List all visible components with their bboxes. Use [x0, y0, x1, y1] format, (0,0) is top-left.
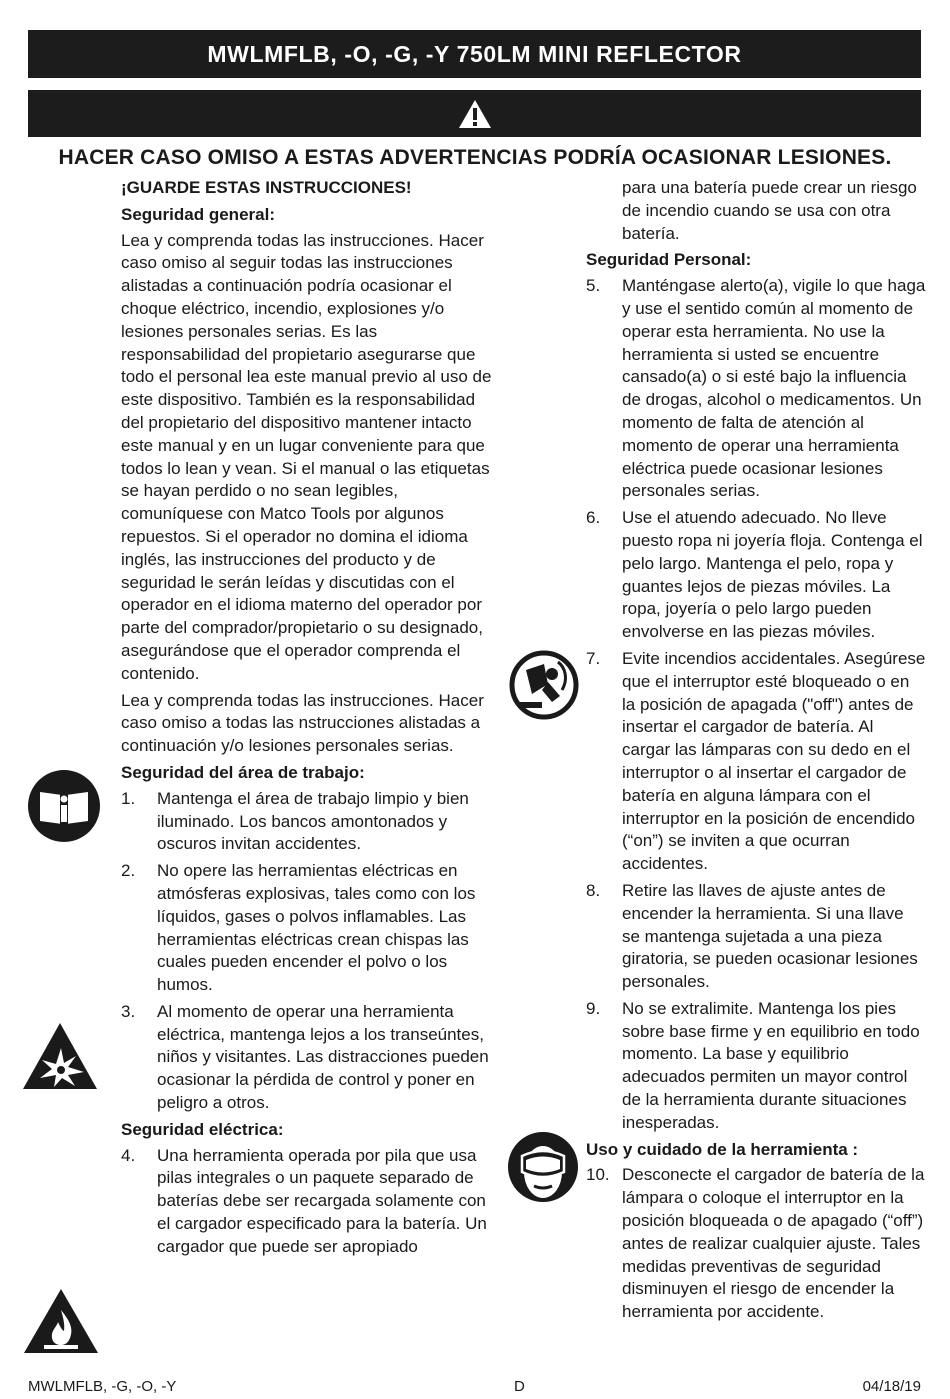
list-item — [586, 275, 926, 503]
item-text: Una herramienta operada por pila que usa pilas integrales o un paquete separado de baterías debe ser recargada solamente con el cargador especificado para la batería. Un cargador que puede ser apropiado — [157, 1145, 487, 1256]
work-area-list — [121, 788, 499, 1115]
tool-use-heading: Uso y cuidado de la herramienta : — [586, 1139, 859, 1159]
item-number: 6. — [586, 508, 601, 528]
list-item — [586, 507, 926, 644]
item-text: No se extralimite. Mantenga los pies sobre base firme y en equilibrio en todo momento. La base y equilibrio adecuados permiten un mayor control de la herramienta durante situaciones inesperadas. — [622, 998, 920, 1132]
warning-heading: HACER CASO OMISO A ESTAS ADVERTENCIAS PODRÍA OCASIONAR LESIONES. — [58, 146, 892, 169]
warning-triangle-icon — [458, 99, 492, 129]
general-safety-paragraph-2: Lea y comprenda todas las instrucciones. Hacer caso omiso a todas las nstrucciones alistadas a continuación y/o lesiones personales serias. — [121, 690, 484, 756]
list-item — [121, 1145, 499, 1259]
title-bar — [28, 30, 921, 78]
footer-page-letter: D — [514, 1378, 525, 1395]
electrical-safety-heading: Seguridad eléctrica: — [121, 1119, 284, 1139]
document-title: MWLMFLB, -O, -G, -Y 750LM MINI REFLECTOR — [207, 40, 742, 67]
read-manual-icon — [26, 768, 102, 844]
general-safety-paragraph-1: Lea y comprenda todas las instrucciones. Hacer caso omiso al seguir todas las instrucciones alistadas a continuación podría ocasionar el choque eléctrico, incendio, explosiones y/o lesiones personales serias. Es las responsabilidad del propietario asegurarse que todo el personal lea este manual previo al uso de este dispositivo. También es la responsabilidad del propietario del dispositivo mantener intacto este manual y en un lugar conveniente para que todos lo lean y vean. Si el manual o las etiquetas se hayan perdido o no sean legibles, comuníquese con Matco Tools por algunos repuestos. Si el operador no domina el idioma inglés, las instrucciones del producto y de seguridad le serán leídas y discutidas con el operador en el idioma materno del operador por parte del comprador/propietario o su designado, asegurándose que el operador comprenda el contenido. — [121, 230, 492, 683]
list-item — [586, 998, 926, 1135]
item-number: 2. — [121, 861, 136, 881]
list-item — [121, 860, 499, 997]
item-text: Manténgase alerto(a), vigile lo que haga y use el sentido común al momento de operar esta herramienta. No use la herramienta si usted se encuentre cansado(a) o si esté bajo la influencia de drogas, alcohol o medicamentos. Un momento de falta de atención al momento de operar una herramienta eléctrica puede ocasionar lesiones personales serias. — [622, 276, 926, 501]
item-number: 4. — [121, 1145, 136, 1165]
item-text: Retire las llaves de ajuste antes de encender la herramienta. Si una llave se mantenga sujetada a una pieza giratoria, se pueden ocasionar lesiones personales. — [622, 880, 918, 992]
fire-hazard-icon — [22, 1286, 100, 1356]
goggles-icon — [506, 1130, 580, 1204]
tool-use-list — [586, 1164, 926, 1324]
item-number: 8. — [586, 880, 601, 900]
left-column — [121, 177, 499, 1263]
electrical-list — [121, 1145, 499, 1259]
item-number: 1. — [121, 788, 136, 808]
right-column — [586, 177, 926, 1328]
item-number: 9. — [586, 998, 601, 1018]
item-number: 10. — [586, 1165, 610, 1185]
personal-safety-heading: Seguridad Personal: — [586, 250, 752, 270]
footer-date: 04/18/19 — [862, 1378, 921, 1395]
continued-text: para una batería puede crear un riesgo de incendio cuando se usa con otra batería. — [622, 178, 917, 243]
item-text: Al momento de operar una herramienta eléctrica, mantenga lejos a los transeúntes, niños y visitantes. Las distracciones pueden ocasionar la pérdida de control y poner en peligro a otros. — [157, 1001, 489, 1113]
item-number: 5. — [586, 276, 601, 296]
warning-bar — [28, 90, 921, 137]
item-text: Mantenga el área de trabajo limpio y bien iluminado. Los bancos amontonados y oscuros invitan accidentes. — [157, 788, 469, 854]
list-item — [121, 1001, 499, 1115]
footer-model: MWLMFLB, -G, -O, -Y — [28, 1378, 177, 1395]
explosion-hazard-icon — [20, 1020, 100, 1092]
general-safety-heading: Seguridad general: — [121, 204, 275, 224]
entanglement-hazard-icon — [508, 650, 580, 720]
item-text: Use el atuendo adecuado. No lleve puesto ropa ni joyería floja. Contenga el pelo largo. Mantenga el pelo, ropa y guantes lejos de piezas móviles. La ropa, joyería o pelo largo pueden envolverse en las piezas móviles. — [622, 508, 923, 642]
item-text: No opere las herramientas eléctricas en atmósferas explosivas, tales como con los líquidos, gases o polvos inflamables. Las herramientas eléctricas crean chispas las cuales pueden encender el polvo o los humos. — [157, 861, 476, 995]
work-area-safety-heading: Seguridad del área de trabajo: — [121, 762, 365, 782]
item-text: Desconecte el cargador de batería de la lámpara o coloque el interruptor en la posición bloqueada o de apagado (“off”) antes de realizar cualquier ajuste. Tales medidas preventivas de seguridad disminuyen el riesgo de encender la herramienta por accidente. — [622, 1165, 925, 1322]
page-footer — [28, 1378, 921, 1395]
list-item — [121, 788, 499, 856]
personal-safety-list — [586, 275, 926, 1134]
save-instructions-heading: ¡GUARDE ESTAS INSTRUCCIONES! — [121, 178, 412, 197]
item-text: Evite incendios accidentales. Asegúrese que el interruptor esté bloqueado o en la posición de apagada ("off") antes de insertar el cargador de batería. Al cargar las lámparas con su dedo en el interruptor o al insertar el cargador de batería en alguna lámpara con el interruptor en la posición de encendido (“on”) se inviten a que ocurran accidentes. — [622, 648, 926, 874]
item-number: 3. — [121, 1001, 136, 1021]
list-item — [586, 880, 926, 994]
list-item — [586, 1164, 926, 1324]
item-number: 7. — [586, 648, 601, 668]
list-item — [586, 648, 926, 876]
